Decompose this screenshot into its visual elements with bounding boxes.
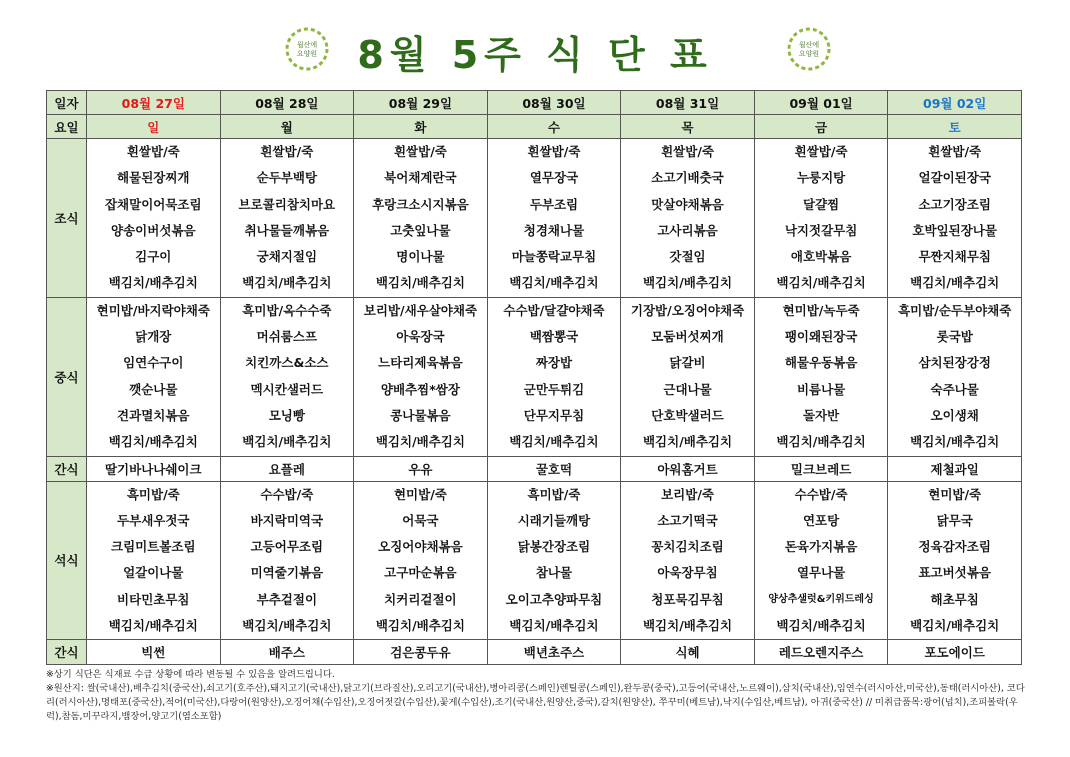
menu-item: 연포탕 — [802, 512, 840, 528]
menu-item: 비타민초무침 — [117, 591, 190, 607]
dinner-cell — [621, 481, 755, 640]
menu-item: 열무나물 — [796, 565, 846, 581]
menu-item: 양상추샐럿&키위드레싱 — [768, 593, 874, 605]
menu-item: 크림미트볼조림 — [111, 539, 196, 555]
day-row — [47, 115, 1022, 139]
menu-item: 견과멸치볶음 — [117, 407, 190, 423]
menu-item: 백김치/배추김치 — [776, 275, 866, 291]
menu-item: 흰쌀밥/죽 — [260, 144, 314, 159]
snack-row — [47, 456, 1022, 481]
menu-item: 흰쌀밥/죽 — [661, 144, 714, 159]
snack-cell: 밀크브레드 — [754, 456, 888, 481]
menu-item: 청포묵김무침 — [651, 591, 724, 607]
menu-item: 얼갈이나물 — [123, 565, 184, 581]
day-cell: 수 — [487, 115, 621, 139]
menu-item: 부추겉절이 — [256, 591, 318, 607]
menu-item: 수수밥/죽 — [260, 486, 314, 502]
snack-cell: 꿀호떡 — [487, 456, 621, 481]
menu-item: 닭무국 — [936, 512, 973, 528]
breakfast-cell — [888, 139, 1022, 298]
snack-cell: 배주스 — [220, 640, 354, 665]
date-cell: 09월 02일 — [888, 91, 1022, 115]
menu-item: 브로콜리참치마요 — [238, 196, 336, 212]
menu-item: 현미밥/죽 — [393, 486, 447, 502]
menu-item: 흑미밥/옥수수죽 — [242, 302, 332, 318]
menu-item: 백짬뽕국 — [529, 329, 579, 345]
snack-row — [47, 640, 1022, 665]
wreath-logo-icon — [786, 26, 832, 72]
menu-item: 팽이왜된장국 — [784, 329, 858, 345]
day-label: 요일 — [47, 115, 87, 139]
menu-item: 백김치/배추김치 — [242, 434, 332, 450]
menu-item: 맛살야채볶음 — [651, 196, 724, 212]
menu-item: 오징어야채볶음 — [378, 539, 463, 555]
dinner-row — [47, 481, 1022, 640]
menu-item: 백김치/배추김치 — [242, 275, 332, 291]
snack-cell: 레드오렌지주스 — [754, 640, 888, 665]
menu-item: 닭봉간장조림 — [517, 539, 591, 555]
dinner-label: 석식 — [47, 481, 87, 640]
date-cell: 08월 28일 — [220, 91, 354, 115]
menu-item: 백김치/배추김치 — [642, 275, 733, 291]
menu-item: 북어채계란국 — [384, 170, 457, 186]
menu-item: 백김치/배추김치 — [108, 434, 198, 450]
lunch-cell — [220, 297, 354, 456]
menu-item: 보리밥/죽 — [661, 486, 714, 502]
snack-cell: 검은콩두유 — [354, 640, 488, 665]
snack-cell: 백년초주스 — [487, 640, 621, 665]
menu-item: 머쉬룸스프 — [256, 329, 318, 345]
menu-item: 백김치/배추김치 — [242, 618, 332, 634]
menu-item: 보리밥/새우살야채죽 — [363, 302, 478, 318]
svg-text:월산에: 월산에 — [798, 41, 820, 49]
menu-item: 양배추찜*쌈장 — [380, 381, 460, 397]
menu-item: 백김치/배추김치 — [776, 618, 866, 634]
menu-item: 백김치/배추김치 — [509, 434, 599, 450]
breakfast-row — [47, 139, 1022, 298]
dinner-cell — [754, 481, 888, 640]
date-label: 일자 — [47, 91, 87, 115]
breakfast-cell — [354, 139, 488, 298]
menu-item: 낙지젓갈무침 — [784, 222, 858, 238]
menu-item: 임연수구이 — [123, 355, 184, 371]
menu-item: 소고기떡국 — [657, 512, 718, 528]
menu-item: 청경채나물 — [523, 222, 585, 238]
menu-item: 바지락미역국 — [250, 512, 324, 528]
menu-item: 궁채지절임 — [256, 249, 318, 265]
menu-item: 수수밥/죽 — [794, 486, 848, 502]
menu-item: 백김치/배추김치 — [108, 618, 198, 634]
menu-item: 오이생채 — [930, 407, 979, 423]
menu-item: 콩나물볶음 — [390, 407, 451, 423]
menu-item: 해물우동볶음 — [784, 355, 858, 371]
menu-item: 해초무침 — [930, 591, 979, 607]
menu-item: 흑미밥/순두부야채죽 — [898, 302, 1012, 318]
wreath-logo-icon — [284, 26, 330, 72]
menu-item: 달걀찜 — [802, 196, 840, 212]
snack-cell: 요플레 — [220, 456, 354, 481]
menu-item: 흰쌀밥/죽 — [527, 144, 581, 159]
menu-item: 무짠지채무침 — [918, 249, 991, 265]
lunch-label: 중식 — [47, 297, 87, 456]
menu-item: 돈육가지볶음 — [784, 539, 858, 555]
menu-item: 고춧잎나물 — [390, 222, 451, 238]
day-cell: 토 — [888, 115, 1022, 139]
lunch-cell — [754, 297, 888, 456]
menu-item: 단무지무침 — [523, 407, 585, 423]
menu-item: 참나물 — [535, 565, 573, 581]
dinner-cell — [220, 481, 354, 640]
snack-cell: 우유 — [354, 456, 488, 481]
menu-item: 갓절임 — [669, 249, 706, 265]
breakfast-cell — [220, 139, 354, 298]
menu-item: 해물된장찌개 — [117, 170, 190, 186]
day-cell: 금 — [754, 115, 888, 139]
day-cell: 화 — [354, 115, 488, 139]
date-row — [47, 91, 1022, 115]
date-cell: 08월 29일 — [354, 91, 488, 115]
lunch-cell — [354, 297, 488, 456]
menu-item: 백김치/배추김치 — [642, 618, 733, 634]
menu-item: 현미밥/죽 — [928, 486, 982, 502]
menu-item: 백김치/배추김치 — [375, 618, 465, 634]
snack-cell: 제철과일 — [888, 456, 1022, 481]
menu-item: 마늘쫑락교무침 — [511, 249, 597, 265]
menu-table — [46, 90, 1022, 665]
lunch-row — [47, 297, 1022, 456]
menu-item: 두부새우젓국 — [117, 512, 190, 528]
menu-item: 백김치/배추김치 — [509, 618, 599, 634]
menu-item: 백김치/배추김치 — [910, 618, 1000, 634]
menu-item: 취나물들깨볶음 — [244, 222, 330, 238]
menu-item: 순두부백탕 — [256, 170, 318, 186]
menu-item: 흑미밥/죽 — [527, 486, 581, 502]
menu-item: 모둠버섯찌개 — [651, 329, 724, 345]
menu-item: 기장밥/오징어야채죽 — [630, 302, 745, 318]
menu-item: 군만두튀김 — [523, 381, 585, 397]
menu-item: 치커리겉절이 — [384, 591, 457, 607]
breakfast-cell — [621, 139, 755, 298]
menu-item: 단호박샐러드 — [651, 407, 724, 423]
menu-item: 꽁치김치조림 — [651, 539, 724, 555]
menu-item: 어묵국 — [402, 512, 439, 528]
menu-item: 백김치/배추김치 — [375, 275, 465, 291]
menu-item: 호박잎된장나물 — [912, 222, 997, 238]
breakfast-cell — [487, 139, 621, 298]
snack-cell: 식혜 — [621, 640, 755, 665]
dinner-cell — [87, 481, 221, 640]
menu-item: 오이고추양파무침 — [505, 591, 603, 607]
note-line: ※상기 식단은 식재료 수급 상황에 따라 변동될 수 있음을 알려드립니다. — [46, 669, 335, 680]
lunch-cell — [621, 297, 755, 456]
snack-cell: 빅썬 — [87, 640, 221, 665]
menu-item: 잡채말이어묵조림 — [104, 196, 202, 212]
date-cell: 09월 01일 — [754, 91, 888, 115]
menu-item: 짜장밥 — [535, 355, 573, 371]
menu-item: 백김치/배추김치 — [642, 434, 733, 450]
snack-cell: 딸기바나나쉐이크 — [87, 456, 221, 481]
menu-item: 김구이 — [135, 249, 172, 265]
day-cell: 월 — [220, 115, 354, 139]
svg-text:요양원: 요양원 — [296, 50, 318, 58]
menu-item: 치킨까스&소스 — [245, 355, 329, 371]
menu-item: 얼갈이된장국 — [918, 170, 991, 186]
lunch-cell — [87, 297, 221, 456]
menu-item: 백김치/배추김치 — [509, 275, 599, 291]
menu-item: 흰쌀밥/죽 — [928, 144, 982, 159]
menu-item: 두부조림 — [529, 196, 579, 212]
menu-item: 닭갈비 — [669, 355, 706, 371]
page-title: 8월 5주 식 단 표 — [357, 33, 713, 77]
menu-item: 백김치/배추김치 — [108, 275, 198, 291]
menu-item: 롯국밥 — [936, 329, 973, 345]
menu-item: 시래기들깨탕 — [517, 512, 591, 528]
dinner-cell — [354, 481, 488, 640]
date-cell: 08월 27일 — [87, 91, 221, 115]
menu-item: 근대나물 — [663, 381, 712, 397]
breakfast-cell — [87, 139, 221, 298]
menu-item: 열무장국 — [529, 170, 579, 186]
menu-item: 흰쌀밥/죽 — [126, 144, 180, 159]
menu-item: 흰쌀밥/죽 — [794, 144, 848, 159]
menu-item: 현미밥/녹두죽 — [782, 302, 860, 318]
menu-item: 현미밥/바지락야채죽 — [96, 302, 210, 318]
menu-item: 수수밥/달걀야채죽 — [503, 302, 605, 318]
day-cell: 일 — [87, 115, 221, 139]
breakfast-label: 조식 — [47, 139, 87, 298]
menu-item: 양송이버섯볶음 — [111, 222, 196, 238]
menu-item: 고구마순볶음 — [384, 565, 457, 581]
menu-item: 백김치/배추김치 — [776, 434, 866, 450]
menu-item: 소고기장조림 — [918, 196, 991, 212]
menu-item: 멕시칸샐러드 — [250, 381, 324, 397]
menu-item: 고등어무조림 — [250, 539, 324, 555]
menu-item: 비름나물 — [796, 381, 846, 397]
svg-text:월산에: 월산에 — [296, 41, 318, 49]
menu-item: 고사리볶음 — [657, 222, 718, 238]
menu-item: 아욱장무침 — [657, 565, 718, 581]
menu-item: 흑미밥/죽 — [126, 486, 180, 502]
menu-item: 삼치된장강정 — [918, 355, 991, 371]
menu-item: 후랑크소시지볶음 — [372, 196, 469, 212]
menu-item: 깻순나물 — [129, 381, 178, 397]
menu-item: 정육감자조림 — [918, 539, 991, 555]
dinner-cell — [487, 481, 621, 640]
menu-item: 느타리제육볶음 — [378, 355, 463, 371]
breakfast-cell — [754, 139, 888, 298]
menu-item: 누룽지탕 — [796, 170, 846, 186]
lunch-cell — [888, 297, 1022, 456]
day-cell: 목 — [621, 115, 755, 139]
note-line: ※원산지: 쌀(국내산),배추김치(중국산),쇠고기(호주산),돼지고기(국내산),닭고기(브라질산),오리고기(국내산),병아리콩(스페인)렌틸콩(스페인),완두콩(중국),고등어(국내산,노르웨이),삼치(국내산),임연수(러시아산,미국산),동태(러시아산), 코다리(러시아산),명태포(중국산),적어(미국산),다랑어(원양산),오징어채(수입산),오징어젓갈(수입산),꽃게(수입산),조기(국내산,원양산,중국),갈치(원양산), 쭈꾸미(베트남),낙지(수입산,베트남), 아귀(중국산) // 미취급품목:광어(넙치),조피볼락(우럭),참돔,미꾸라지,뱀장어,양고기(염소포함) — [46, 683, 1025, 722]
date-cell: 08월 30일 — [487, 91, 621, 115]
menu-item: 소고기배춧국 — [651, 170, 724, 186]
snack-label: 간식 — [47, 456, 87, 481]
date-cell: 08월 31일 — [621, 91, 755, 115]
snack-cell: 포도에이드 — [888, 640, 1022, 665]
menu-item: 아욱장국 — [396, 329, 445, 345]
menu-item: 흰쌀밥/죽 — [393, 144, 447, 159]
notes — [46, 668, 1026, 724]
menu-item: 돌자반 — [802, 407, 840, 423]
lunch-cell — [487, 297, 621, 456]
menu-item: 명이나물 — [396, 249, 445, 265]
dinner-cell — [888, 481, 1022, 640]
svg-text:요양원: 요양원 — [798, 50, 820, 58]
menu-item: 닭개장 — [135, 329, 172, 345]
menu-item: 미역줄기볶음 — [250, 565, 324, 581]
snack-label: 간식 — [47, 640, 87, 665]
menu-item: 애호박볶음 — [790, 249, 852, 265]
menu-item: 백김치/배추김치 — [910, 275, 1000, 291]
menu-item: 모닝빵 — [268, 407, 305, 423]
menu-item: 표고버섯볶음 — [918, 565, 991, 581]
menu-item: 백김치/배추김치 — [910, 434, 1000, 450]
menu-item: 숙주나물 — [930, 381, 979, 397]
snack-cell: 아워홈거트 — [621, 456, 755, 481]
menu-item: 백김치/배추김치 — [375, 434, 465, 450]
